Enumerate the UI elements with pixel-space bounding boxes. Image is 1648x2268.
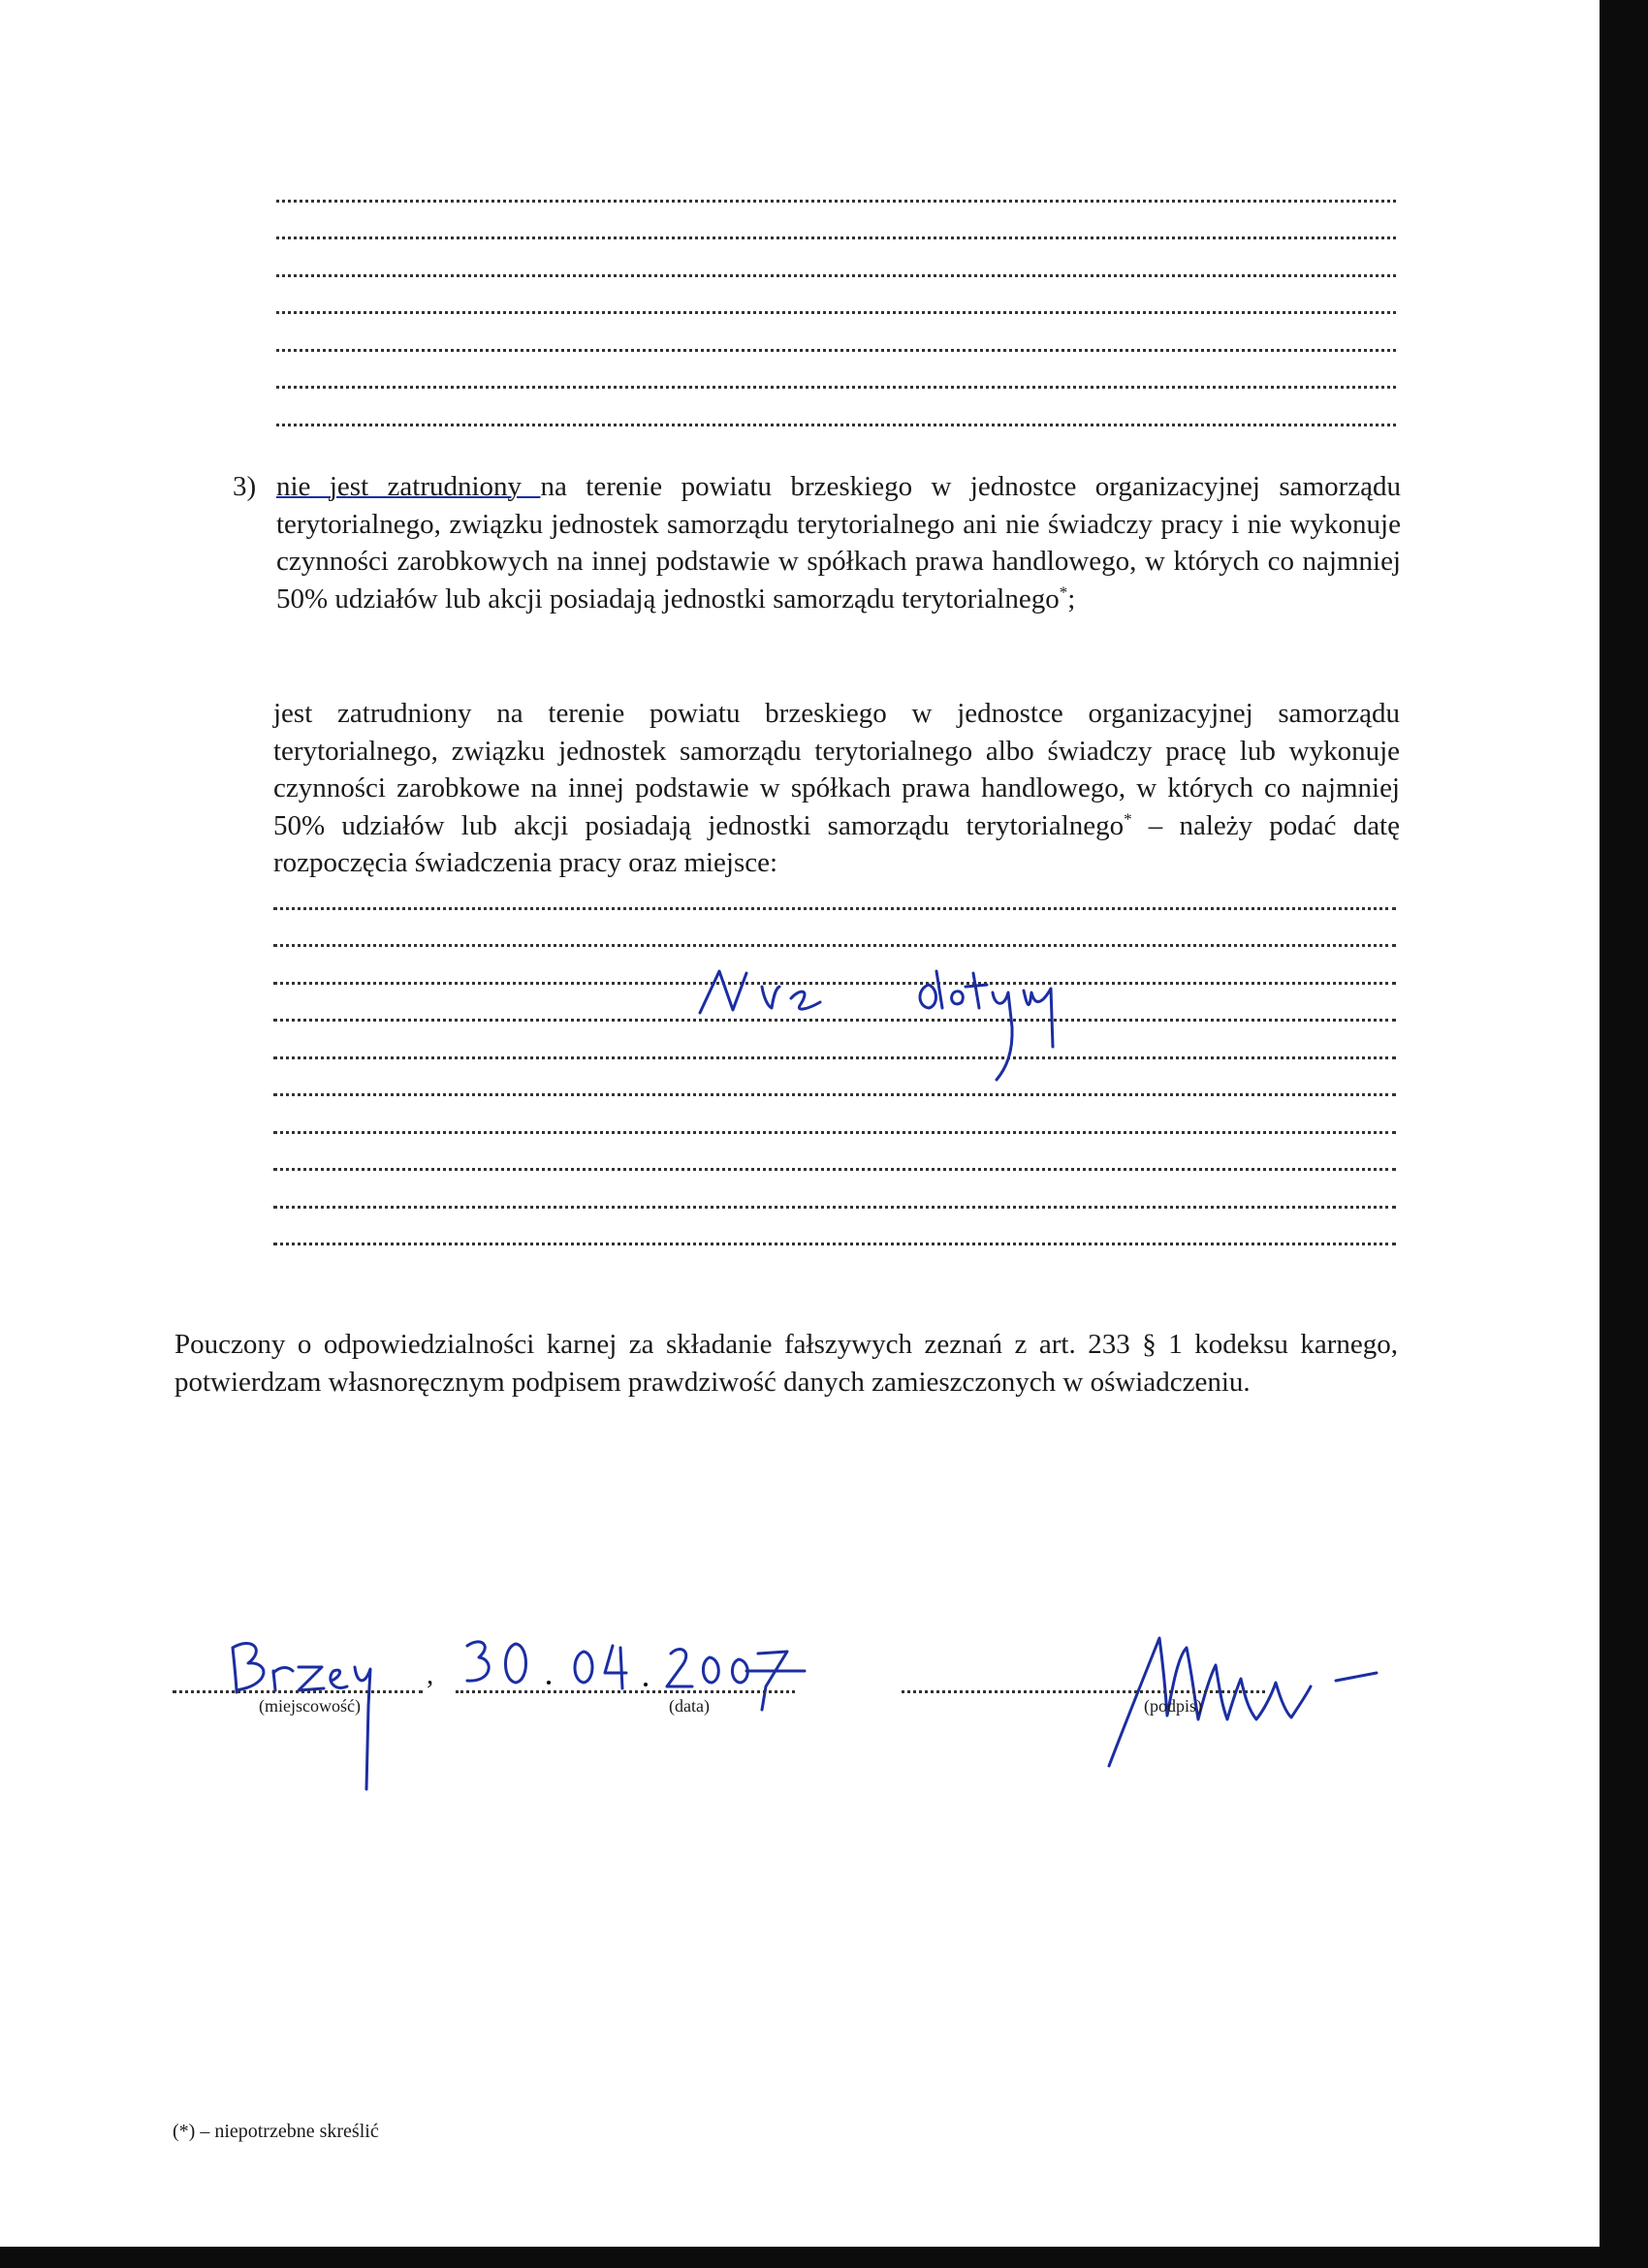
place-dotted-line [173, 1686, 423, 1693]
dotted-line [276, 203, 1396, 240]
comma-separator: , [427, 1659, 434, 1690]
item3-underlined-text: nie jest zatrudniony [276, 471, 541, 502]
dotted-line [276, 165, 1396, 203]
declaration-paragraph: Pouczony o odpowiedzialności karnej za składanie fałszywych zeznań z art. 233 § 1 kodeksu karnego, potwierdzam własnoręcznym podpisem prawdziwość danych zamieszczonych w oświadczeniu. [174, 1329, 1398, 1398]
dotted-line [273, 1134, 1396, 1172]
top-dotted-lines [276, 165, 1396, 426]
place-label: (miejscowość) [259, 1696, 361, 1716]
dotted-line [273, 872, 1396, 910]
footnote: (*) – niepotrzebne skreślić [173, 2121, 379, 2142]
footnote-marker: * [1124, 808, 1132, 828]
dotted-line [273, 1096, 1396, 1134]
date-dotted-line [456, 1686, 795, 1693]
item3-end: ; [1067, 583, 1076, 614]
footnote-marker: * [1059, 582, 1068, 601]
dotted-line [273, 1171, 1396, 1209]
handwritten-date [456, 1628, 863, 1716]
handwritten-date-text [0, 0, 1, 1]
item-number: 3) [233, 471, 257, 502]
handwritten-answer [679, 960, 1144, 1086]
dotted-line [276, 389, 1396, 426]
alternative-end: – należy podać datę rozpoczęcia świadczenia pracy oraz miejsce: [273, 809, 1400, 878]
alternative-text: jest zatrudniony na terenie powiatu brzeskiego w jednostce organizacyjnej samorządu terytorialnego, związku jednostek samorządu terytorialnego albo świadczy pracę lub wykonuje czynności zarobkowe na innej podstawie w spółkach prawa handlowego, w których co najmniej 50% udziałów lub akcji posiadają jednostki samorządu terytorialnego [273, 698, 1400, 841]
signature-label: (podpis) [1144, 1696, 1202, 1716]
dotted-line [273, 1209, 1396, 1246]
dotted-line [273, 910, 1396, 948]
dotted-line [276, 239, 1396, 277]
dotted-line [276, 314, 1396, 352]
dotted-line [276, 277, 1396, 315]
signature-dotted-line [902, 1686, 1265, 1693]
scan-edge-right [1600, 0, 1648, 2268]
scan-edge-bottom [0, 2247, 1648, 2268]
handwritten-answer-text [0, 0, 1, 1]
item3-paragraph [276, 468, 1401, 617]
dotted-line [276, 352, 1396, 390]
item3-text: na terenie powiatu brzeskiego w jednostce organizacyjnej samorządu terytorialnego, związku jednostek samorządu terytorialnego ani nie świadczy pracy i nie wykonuje czynności zarobkowych na innej podstawie w spółkach prawa handlowego, w których co najmniej 50% udziałów lub akcji posiadają jednostki samorządu terytorialnego [276, 471, 1402, 614]
alternative-paragraph [273, 695, 1400, 882]
date-label: (data) [669, 1696, 710, 1716]
handwritten-place-text [0, 0, 1, 1]
